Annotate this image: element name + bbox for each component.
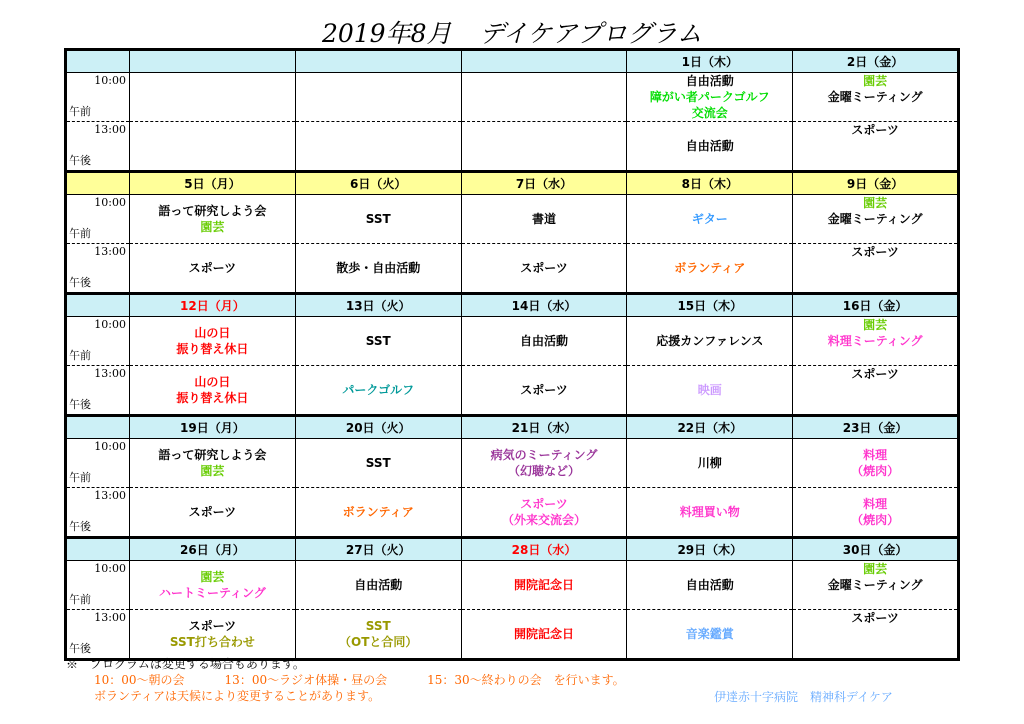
activity-item: 開院記念日 (513, 627, 574, 641)
schedule-cell (130, 561, 296, 610)
activity-item: 自由活動 (685, 578, 734, 592)
time-label: 10:00 (94, 562, 126, 575)
header-corner (66, 50, 130, 73)
activity-item: 映画 (697, 383, 722, 397)
schedule-cell (627, 439, 793, 488)
schedule-cell (793, 488, 959, 538)
schedule-cell (295, 244, 461, 294)
period-label: 午後 (69, 642, 91, 655)
activity-item: 料理ミーティング (827, 334, 923, 348)
week-header-row (66, 538, 959, 561)
activity-item: 金曜ミーティング (827, 578, 923, 592)
activity-item: スポーツ (188, 619, 237, 633)
page-title (0, 14, 1024, 50)
time-label: 13:00 (94, 245, 126, 258)
schedule-cell (461, 317, 627, 366)
day-header: 1日（木） (627, 50, 793, 73)
activity-item: 園芸 (863, 562, 888, 576)
header-corner (66, 294, 130, 317)
schedule-cell (627, 73, 793, 122)
day-header: 8日（木） (627, 172, 793, 195)
day-header: 22日（木） (627, 416, 793, 439)
schedule-cell (793, 439, 959, 488)
activity-item: 園芸 (200, 464, 225, 478)
header-corner (66, 416, 130, 439)
activity-item: 振り替え休日 (176, 391, 249, 405)
am-time-cell (66, 561, 130, 610)
activity-item: SST (365, 619, 391, 633)
schedule-cell (793, 73, 959, 122)
pm-time-cell (66, 366, 130, 416)
period-label: 午後 (69, 276, 91, 289)
period-label: 午前 (69, 105, 91, 118)
activity-item: 応援カンファレンス (656, 334, 764, 348)
schedule-cell (627, 561, 793, 610)
day-header: 2日（金） (793, 50, 959, 73)
pm-time-cell (66, 488, 130, 538)
pm-time-cell (66, 122, 130, 172)
schedule-cell (295, 195, 461, 244)
activity-item: 振り替え休日 (176, 342, 249, 356)
activity-item: 料理 (863, 448, 888, 462)
title-year-month: 2019年8月 (321, 19, 452, 48)
week-header-row (66, 416, 959, 439)
activity-item: 書道 (531, 212, 556, 226)
schedule-cell (793, 244, 959, 294)
schedule-cell (461, 488, 627, 538)
schedule-cell (627, 610, 793, 660)
period-label: 午後 (69, 520, 91, 533)
pm-time-cell (66, 610, 130, 660)
schedule-cell (295, 317, 461, 366)
schedule-cell (627, 195, 793, 244)
day-header: 19日（月） (130, 416, 296, 439)
activity-item: 園芸 (200, 220, 225, 234)
schedule-cell (130, 439, 296, 488)
schedule-cell (130, 122, 296, 172)
activity-item: SST打ち合わせ (169, 635, 255, 649)
schedule-cell (627, 488, 793, 538)
activity-item: 開院記念日 (513, 578, 574, 592)
schedule-cell (130, 317, 296, 366)
activity-item: 散歩・自由活動 (336, 261, 421, 275)
activity-item: 園芸 (863, 318, 888, 332)
activity-item: SST (365, 334, 391, 348)
activity-item: 園芸 (863, 196, 888, 210)
day-header: 14日（水） (461, 294, 627, 317)
morning-row (66, 439, 959, 488)
time-label: 10:00 (94, 440, 126, 453)
schedule-cell (461, 561, 627, 610)
note-volunteer: ボランティアは天候により変更することがあります。 (94, 689, 381, 703)
note-times (66, 672, 966, 688)
period-label: 午前 (69, 349, 91, 362)
activity-item: 障がい者パークゴルフ (649, 90, 770, 104)
schedule-cell (295, 122, 461, 172)
activity-item: 川柳 (697, 456, 722, 470)
day-header: 7日（水） (461, 172, 627, 195)
time-label: 13:00 (94, 611, 126, 624)
activity-item: （OTと合同） (339, 635, 418, 649)
day-header (130, 50, 296, 73)
note-afternoon: 13：00～ラジオ体操・昼の会 (224, 673, 388, 687)
schedule-cell (793, 317, 959, 366)
schedule-cell (295, 366, 461, 416)
activity-item: 語って研究しよう会 (158, 448, 267, 462)
schedule-cell (627, 122, 793, 172)
activity-item: 園芸 (863, 74, 888, 88)
pm-time-cell (66, 244, 130, 294)
day-header: 21日（水） (461, 416, 627, 439)
afternoon-row (66, 122, 959, 172)
activity-item: 交流会 (691, 106, 728, 120)
period-label: 午後 (69, 154, 91, 167)
activity-item: ギター (691, 212, 728, 226)
activity-item: スポーツ (851, 123, 899, 137)
day-header: 26日（月） (130, 538, 296, 561)
schedule-cell (295, 73, 461, 122)
schedule-cell (627, 366, 793, 416)
activity-item: SST (365, 212, 391, 226)
schedule-cell (130, 244, 296, 294)
morning-row (66, 195, 959, 244)
activity-item: スポーツ (520, 383, 568, 397)
day-header: 29日（木） (627, 538, 793, 561)
activity-item: 金曜ミーティング (827, 90, 923, 104)
header-corner (66, 538, 130, 561)
activity-item: 自由活動 (354, 578, 403, 592)
day-header (461, 50, 627, 73)
activity-item: 料理 (863, 497, 888, 511)
day-header: 16日（金） (793, 294, 959, 317)
day-header: 30日（金） (793, 538, 959, 561)
schedule-cell (130, 195, 296, 244)
activity-item: 園芸 (200, 570, 225, 584)
schedule-cell (461, 439, 627, 488)
activity-item: スポーツ (851, 367, 899, 381)
period-label: 午後 (69, 398, 91, 411)
hospital-name: 伊達赤十字病院 精神科デイケア (714, 690, 893, 704)
day-header: 15日（木） (627, 294, 793, 317)
activity-item: スポーツ (851, 245, 899, 259)
activity-item: SST (365, 456, 391, 470)
schedule-cell (627, 244, 793, 294)
schedule-cell (793, 610, 959, 660)
schedule-cell (793, 561, 959, 610)
time-label: 10:00 (94, 196, 126, 209)
schedule-cell (130, 488, 296, 538)
activity-item: 山の日 (194, 375, 231, 389)
activity-item: 病気のミーティング (490, 448, 598, 462)
day-header: 20日（火） (295, 416, 461, 439)
activity-item: 自由活動 (519, 334, 568, 348)
schedule-cell (627, 317, 793, 366)
week-header-row (66, 50, 959, 73)
am-time-cell (66, 317, 130, 366)
title-program: デイケアプログラム (479, 19, 703, 48)
activity-item: スポーツ (520, 261, 568, 275)
time-label: 13:00 (94, 367, 126, 380)
schedule-cell (461, 122, 627, 172)
afternoon-row (66, 488, 959, 538)
activity-item: 山の日 (194, 326, 231, 340)
note-closing: 15：30～終わりの会 を行います。 (427, 673, 625, 687)
schedule-table (64, 48, 960, 661)
note-change: ※ プログラムは変更する場合もあります。 (66, 657, 305, 671)
activity-item: （焼肉） (851, 513, 900, 527)
activity-item: 自由活動 (685, 139, 734, 153)
day-header: 12日（月） (130, 294, 296, 317)
schedule-cell (295, 439, 461, 488)
schedule-cell (461, 73, 627, 122)
schedule-cell (461, 610, 627, 660)
day-header: 27日（火） (295, 538, 461, 561)
activity-item: ボランティア (342, 505, 414, 519)
day-header: 23日（金） (793, 416, 959, 439)
schedule-cell (130, 73, 296, 122)
time-label: 10:00 (94, 74, 126, 87)
activity-item: （幻聴など） (507, 464, 580, 478)
time-label: 13:00 (94, 123, 126, 136)
day-header: 28日（水） (461, 538, 627, 561)
activity-item: ボランティア (674, 261, 746, 275)
period-label: 午前 (69, 593, 91, 606)
afternoon-row (66, 610, 959, 660)
am-time-cell (66, 195, 130, 244)
activity-item: ハートミーティング (158, 586, 266, 600)
period-label: 午前 (69, 227, 91, 240)
activity-item: スポーツ (520, 497, 568, 511)
day-header: 6日（火） (295, 172, 461, 195)
schedule-cell (793, 366, 959, 416)
day-header: 9日（金） (793, 172, 959, 195)
activity-item: 自由活動 (685, 74, 734, 88)
week-header-row (66, 294, 959, 317)
activity-item: パークゴルフ (342, 383, 415, 397)
activity-item: 語って研究しよう会 (158, 204, 267, 218)
activity-item: （焼肉） (851, 464, 900, 478)
header-corner (66, 172, 130, 195)
activity-item: 金曜ミーティング (827, 212, 923, 226)
morning-row (66, 561, 959, 610)
am-time-cell (66, 73, 130, 122)
week-header-row (66, 172, 959, 195)
time-label: 13:00 (94, 489, 126, 502)
day-header (295, 50, 461, 73)
am-time-cell (66, 439, 130, 488)
schedule-cell (295, 610, 461, 660)
note-morning: 10：00～朝の会 (94, 673, 185, 687)
day-header: 13日（火） (295, 294, 461, 317)
schedule-cell (461, 195, 627, 244)
afternoon-row (66, 244, 959, 294)
schedule-cell (461, 244, 627, 294)
activity-item: （外来交流会） (501, 513, 586, 527)
activity-item: スポーツ (851, 611, 899, 625)
schedule-cell (793, 122, 959, 172)
schedule-cell (295, 488, 461, 538)
day-header: 5日（月） (130, 172, 296, 195)
period-label: 午前 (69, 471, 91, 484)
schedule-cell (295, 561, 461, 610)
schedule-cell (130, 366, 296, 416)
schedule-cell (130, 610, 296, 660)
time-label: 10:00 (94, 318, 126, 331)
activity-item: スポーツ (188, 505, 237, 519)
activity-item: 料理買い物 (679, 505, 740, 519)
schedule-cell (461, 366, 627, 416)
morning-row (66, 317, 959, 366)
activity-item: 音楽鑑賞 (685, 627, 734, 641)
afternoon-row (66, 366, 959, 416)
schedule-cell (793, 195, 959, 244)
morning-row (66, 73, 959, 122)
activity-item: スポーツ (188, 261, 237, 275)
